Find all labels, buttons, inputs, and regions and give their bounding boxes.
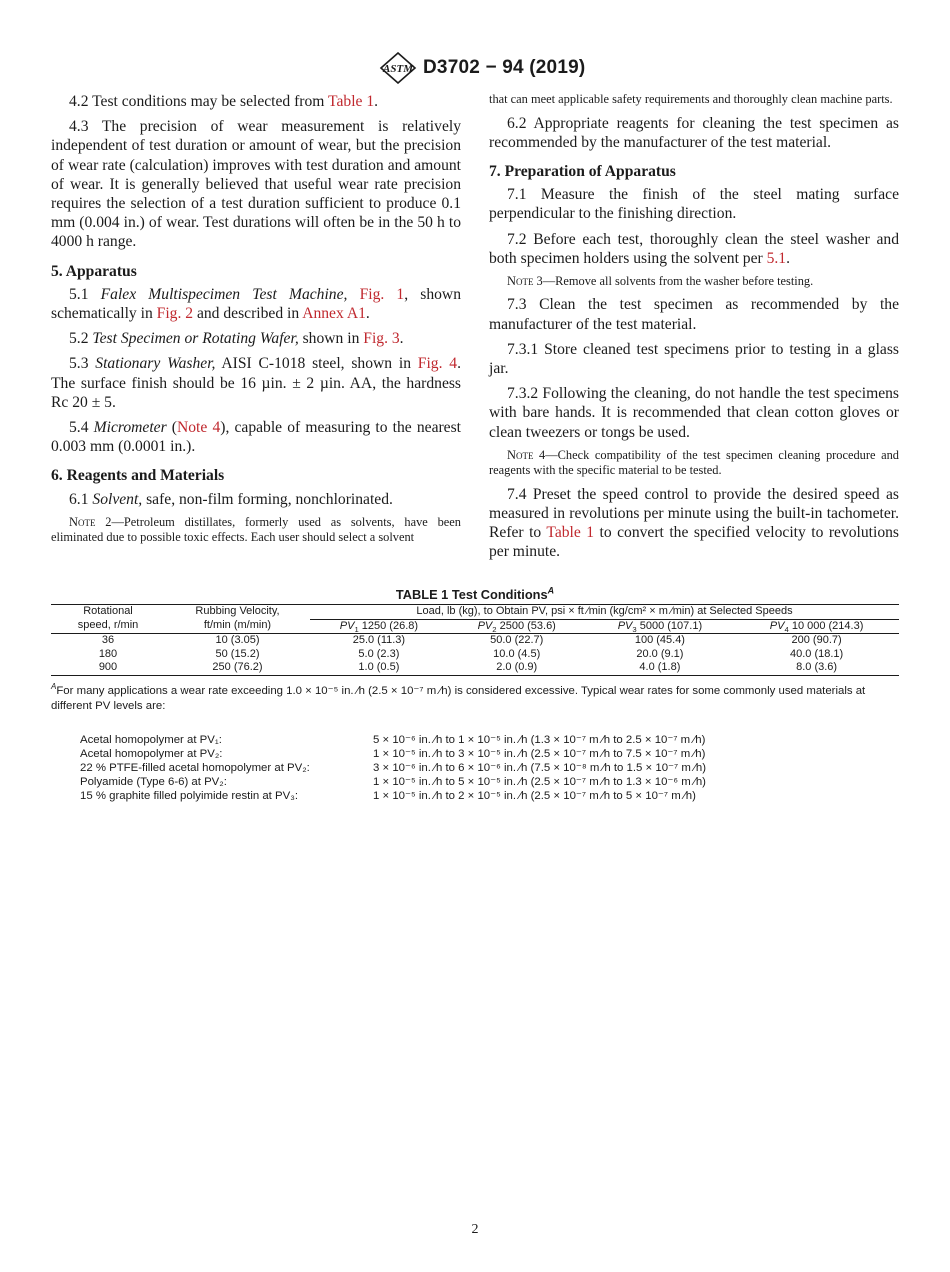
section-5-1-link[interactable]: 5.1 [766,249,787,267]
col-header-velocity-unit: ft/min (m/min) [165,619,310,634]
col-header-rotational: Rotational [51,605,165,620]
table-row: 900 250 (76.2) 1.0 (0.5) 2.0 (0.9) 4.0 (1.8) 8.0 (3.6) [51,661,899,675]
col-header-load: Load, lb (kg), to Obtain PV, psi × ft ⁄min (kg/cm² × m ⁄min) at Selected Speeds [310,605,899,620]
left-column [51,92,461,552]
test-conditions-table [51,604,899,676]
col-header-rotational-unit: speed, r/min [51,619,165,634]
section-7-4: 7.4 Preset the speed control to provide the desired speed as measured in revolutions per minute using the built-in tachometer. Refer to Table 1 to convert the specified velocity to revolutions per minute. [489,485,899,561]
section-5-1: 5.1 Falex Multispecimen Test Machine, Fig. 1, shown schematically in Fig. 2 and described in Annex A1. [51,285,461,323]
note-3: Note 3—Remove all solvents from the washer before testing. [507,273,814,288]
fig-1-link[interactable]: Fig. 1 [359,285,405,303]
table-1-link[interactable]: Table 1 [546,524,595,542]
section-7-2: 7.2 Before each test, thoroughly clean the steel washer and both specimen holders using the solvent per 5.1. [489,230,899,267]
heading-apparatus: 5. Apparatus [51,262,137,280]
astm-logo [379,52,417,84]
annex-a1-link[interactable]: Annex A1 [302,305,366,323]
section-6-1: 6.1 Solvent, safe, non-film forming, nonchlorinated. [69,490,393,508]
table-row: 36 10 (3.05) 25.0 (11.3) 50.0 (22.7) 100 (45.4) 200 (90.7) [101,634,842,646]
heading-reagents: 6. Reagents and Materials [51,467,225,485]
section-5-2: 5.2 Test Specimen or Rotating Wafer, shown in Fig. 3. [69,330,404,348]
section-7-3-2: 7.3.2 Following the cleaning, do not handle the test specimens with bare hands. It is recommended that clean cotton gloves or clean tweezers or tongs be used. [489,385,899,441]
pv1-header: $PV_1$ 1250 (26.8) [310,619,448,634]
table-title: TABLE 1 Test Conditions$^A$ [395,585,555,602]
fig-4-link[interactable]: Fig. 4 [417,355,458,373]
note-4: Note 4—Check compatibility of the test specimen cleaning procedure and reagents with the specific material to be tested. [489,447,899,478]
section-5-4: 5.4 Micrometer (Note 4), capable of measuring to the nearest 0.003 mm (0.0001 in.). [51,419,462,456]
section-7-3: 7.3 Clean the test specimen as recommended by the manufacturer of the test material. [489,296,899,333]
heading-preparation: 7. Preparation of Apparatus [489,162,676,180]
fig-2-link[interactable]: Fig. 2 [156,305,194,323]
section-7-1: 7.1 Measure the finish of the steel mating surface perpendicular to the finishing direction. [489,186,899,223]
section-7-3-1: 7.3.1 Store cleaned test specimens prior to testing in a glass jar. [489,340,899,378]
section-5-3: 5.3 Stationary Washer, AISI C-1018 steel, shown in Fig. 4. The surface finish should be 16 µin. ± 2 µin. AA, the hardness Rc 20 ± 5. [51,355,461,411]
note-4-link[interactable]: Note 4 [177,419,221,437]
table-footnote: $^A$For many applications a wear rate exceeding 1.0 × 10⁻⁵ in. ⁄h (2.5 × 10⁻⁷ m ⁄h) is considered excessive. Typical wear rates for some commonly used materials at different PV levels are: [51,682,866,712]
col-header-velocity: Rubbing Velocity, [165,605,310,620]
table-1-link[interactable]: Table 1 [328,93,375,110]
note-2-continued: that can meet applicable safety requirements and thoroughly clean machine parts. [489,92,893,106]
pv2-header: $PV_2$ 2500 (53.6) [448,619,586,634]
document-designation: D3702 − 94 (2019) [423,57,586,78]
page-number: 2 [471,1222,479,1237]
section-4-2: 4.2 Test conditions may be selected from Table 1. [69,93,379,110]
note-2: Note 2—Petroleum distillates, formerly used as solvents, have been eliminated due to possible toxic effects. Each user should select a solvent [51,514,461,545]
svg-text:ASTM: ASTM [383,63,413,75]
section-6-2: 6.2 Appropriate reagents for cleaning the test specimen as recommended by the manufacturer of the test material. [489,114,899,151]
fig-3-link[interactable]: Fig. 3 [363,330,400,348]
right-column [489,92,899,568]
table-row: 180 50 (15.2) 5.0 (2.3) 10.0 (4.5) 20.0 (9.1) 40.0 (18.1) [98,647,844,660]
pv4-header: $PV_4$ 10 000 (214.3) [734,619,899,634]
pv3-header: $PV_3$ 5000 (107.1) [586,619,735,634]
section-4-3: 4.3 The precision of wear measurement is relatively independent of test duration or amount of wear, but the precision of wear rate (calculation) improves with test duration and amount of wear. It is generally believed that useful wear rate precision requires the selection of a test duration sufficient to produce 0.1 mm (0.004 in.) of wear. Test durations will often be in the 50 h to 4000 h range. [51,118,461,251]
page-header [0,52,950,84]
